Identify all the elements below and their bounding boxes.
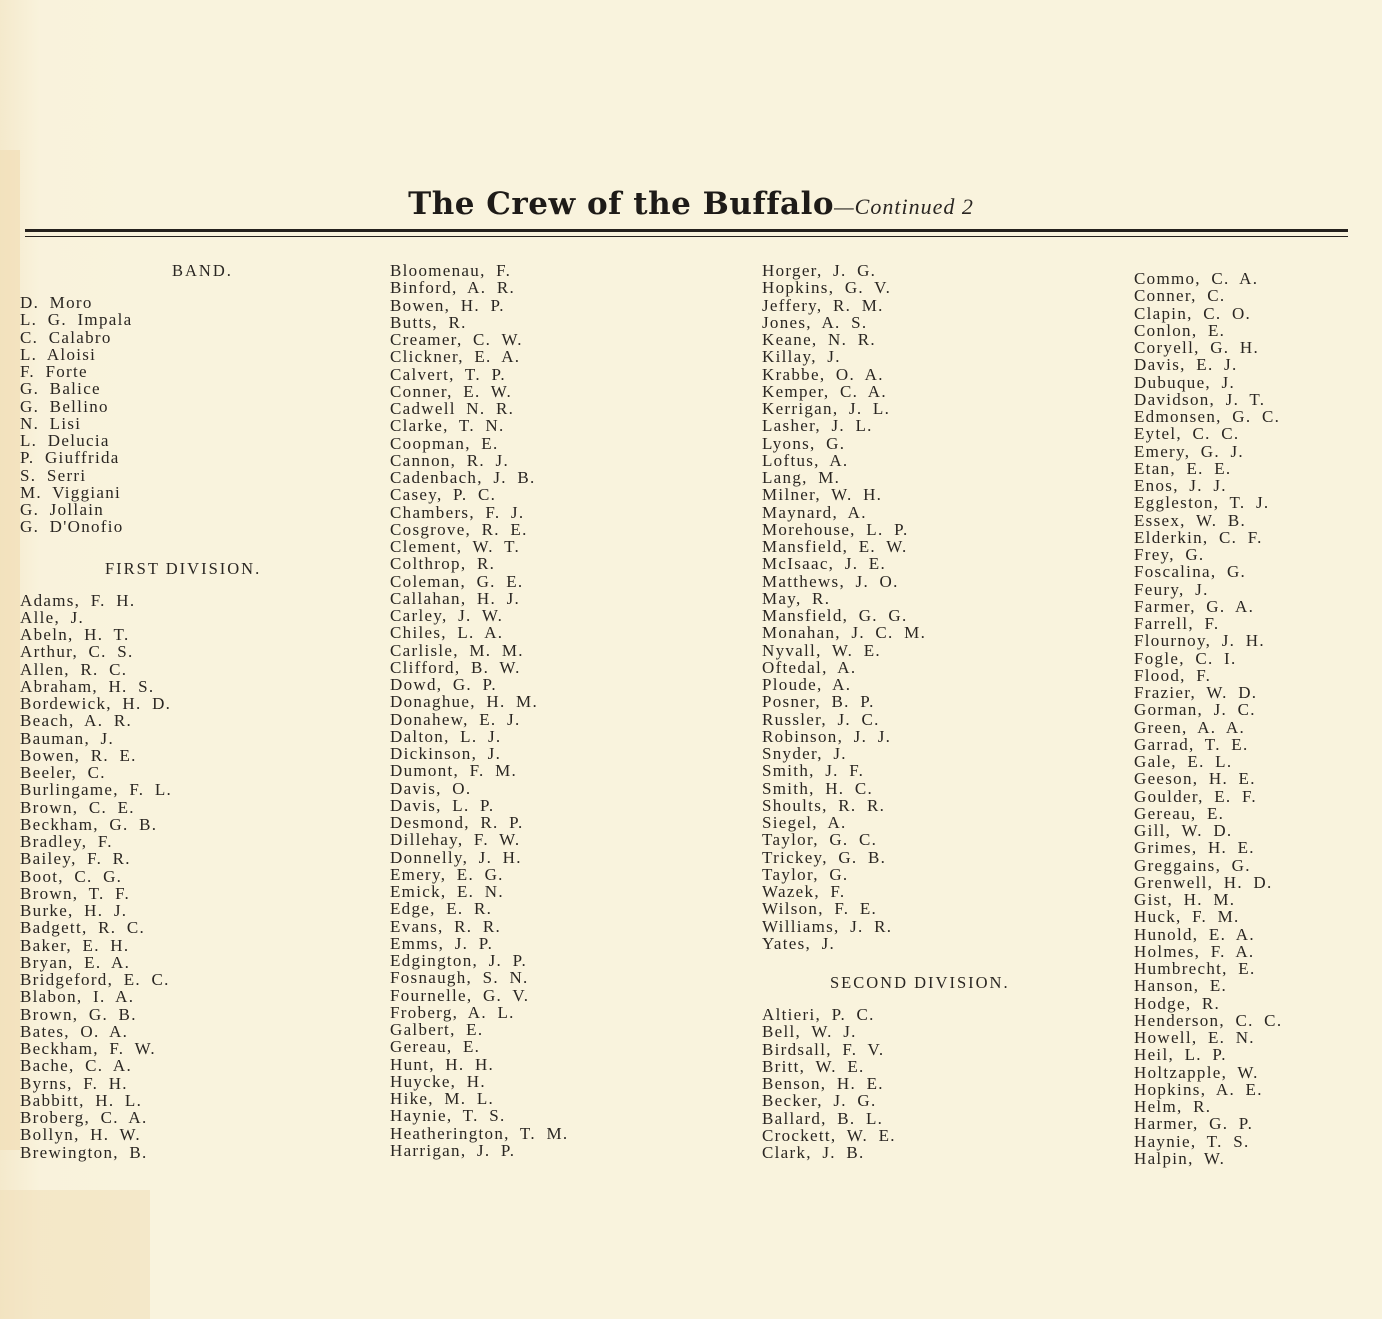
crew-name: F. Forte <box>20 362 88 381</box>
crew-name: Brown, C. E. <box>20 797 135 817</box>
crew-name: Garrad, T. E. <box>1134 734 1249 754</box>
page-stain <box>0 1190 150 1319</box>
crew-name: Cadwell N. R. <box>390 399 515 418</box>
crew-name: Heatherington, T. M. <box>390 1123 569 1143</box>
crew-name: Foscalina, G. <box>1134 562 1247 582</box>
crew-name: Coopman, E. <box>390 433 499 453</box>
crew-name: Bloomenau, F. <box>390 261 512 280</box>
crew-name: Dillehay, F. W. <box>390 830 521 850</box>
crew-name: Casey, P. C. <box>390 485 497 505</box>
crew-name: Nyvall, W. E. <box>762 640 881 660</box>
crew-name: C. Calabro <box>20 327 112 347</box>
band-list <box>20 294 360 536</box>
crew-name: Green, A. A. <box>1134 717 1246 737</box>
crew-name: Fosnaugh, S. N. <box>390 968 529 988</box>
crew-name: Davis, E. J. <box>1134 355 1238 375</box>
crew-name: Brown, G. B. <box>20 1004 137 1024</box>
crew-name: Loftus, A. <box>762 450 849 470</box>
crew-name: Holmes, F. A. <box>1134 941 1255 961</box>
crew-name: Edge, E. R. <box>390 899 493 919</box>
crew-name: Heil, L. P. <box>1134 1045 1227 1065</box>
crew-name: Byrns, F. H. <box>20 1073 128 1093</box>
crew-name: Morehouse, L. P. <box>762 519 909 539</box>
crew-name: Gist, H. M. <box>1134 890 1236 909</box>
crew-name: Eytel, C. C. <box>1134 424 1240 444</box>
crew-name: Bridgeford, E. C. <box>20 970 170 989</box>
crew-name: Edmonsen, G. C. <box>1134 407 1281 426</box>
crew-name: Posner, B. P. <box>762 692 875 712</box>
crew-name: Bailey, F. R. <box>20 849 131 869</box>
crew-name: Greggains, G. <box>1134 855 1251 875</box>
crew-name: Galbert, E. <box>390 1020 484 1039</box>
crew-name: Donahew, E. J. <box>390 709 521 729</box>
crew-name: Butts, R. <box>390 312 467 332</box>
crew-name: Colthrop, R. <box>390 554 496 574</box>
second-division-list-continued <box>1134 270 1382 1167</box>
crew-name: Lang, M. <box>762 468 841 487</box>
crew-name: Davis, L. P. <box>390 795 495 815</box>
crew-name: Clifford, B. W. <box>390 657 521 677</box>
crew-name: Gereau, E. <box>1134 803 1225 823</box>
crew-name: Abraham, H. S. <box>20 676 155 696</box>
crew-name: Essex, W. B. <box>1134 510 1247 530</box>
crew-name: Hike, M. L. <box>390 1089 495 1108</box>
crew-name: Britt, W. E. <box>762 1056 865 1076</box>
crew-name: Kerrigan, J. L. <box>762 399 891 418</box>
crew-name: Burke, H. J. <box>20 901 128 920</box>
crew-name: Siegel, A. <box>762 813 847 832</box>
crew-name: Hopkins, G. V. <box>762 278 892 298</box>
section-heading-first-division: FIRST DIVISION. <box>105 558 262 578</box>
crew-name: Harmer, G. P. <box>1134 1114 1254 1134</box>
crew-name: Hunold, E. A. <box>1134 924 1255 944</box>
crew-name: Clarke, T. N. <box>390 416 505 436</box>
crew-name: Blabon, I. A. <box>20 987 135 1007</box>
crew-name: Arthur, C. S. <box>20 642 134 662</box>
crew-name: Benson, H. E. <box>762 1074 884 1093</box>
crew-name: Ballard, B. L. <box>762 1108 884 1128</box>
crew-name: Cadenbach, J. B. <box>390 468 536 487</box>
crew-name: Matthews, J. O. <box>762 571 899 591</box>
crew-name: Krabbe, O. A. <box>762 364 884 384</box>
crew-name: Gale, E. L. <box>1134 752 1233 771</box>
crew-name: Clement, W. T. <box>390 537 521 556</box>
crew-name: Ploude, A. <box>762 675 852 694</box>
crew-name: Chiles, L. A. <box>390 623 504 643</box>
crew-name: Clickner, E. A. <box>390 347 521 367</box>
crew-name: Maynard, A. <box>762 502 867 522</box>
crew-name: Carlisle, M. M. <box>390 640 524 660</box>
crew-name: Hanson, E. <box>1134 976 1228 996</box>
crew-name: Wazek, F. <box>762 882 846 901</box>
crew-name: Goulder, E. F. <box>1134 786 1257 806</box>
crew-name: Helm, R. <box>1134 1097 1212 1116</box>
crew-name: Desmond, R. P. <box>390 813 524 832</box>
crew-name: Brown, T. F. <box>20 883 131 903</box>
first-division-list-continued <box>762 262 1102 952</box>
crew-name: Cosgrove, R. E. <box>390 519 528 539</box>
crew-name: Calvert, T. P. <box>390 364 506 384</box>
section-heading-band: BAND. <box>172 261 233 280</box>
crew-name: Birdsall, F. V. <box>762 1039 885 1059</box>
crew-name: Monahan, J. C. M. <box>762 623 927 643</box>
crew-name: Davis, O. <box>390 778 472 798</box>
crew-name: Humbrecht, E. <box>1134 959 1256 978</box>
crew-name: May, R. <box>762 588 831 608</box>
crew-name: Farmer, G. A. <box>1134 596 1255 616</box>
crew-name: Binford, A. R. <box>390 278 516 298</box>
crew-name: Fournelle, G. V. <box>390 985 530 1005</box>
crew-name: Altieri, P. C. <box>762 1005 875 1024</box>
page-stain <box>0 150 20 1150</box>
crew-name: Bache, C. A. <box>20 1056 133 1076</box>
crew-name: Williams, J. R. <box>762 916 893 936</box>
crew-name: Hopkins, A. E. <box>1134 1079 1263 1099</box>
crew-name: L. G. Impala <box>20 310 133 330</box>
crew-name: Baker, E. H. <box>20 935 130 955</box>
crew-name: Clapin, C. O. <box>1134 303 1252 323</box>
crew-name: M. Viggiani <box>20 482 122 502</box>
crew-name: G. Bellino <box>20 396 109 416</box>
crew-name: Haynie, T. S. <box>390 1106 506 1126</box>
crew-name: Beckham, F. W. <box>20 1039 156 1058</box>
crew-name: Taylor, G. C. <box>762 830 878 850</box>
crew-name: D. Moro <box>20 293 93 312</box>
crew-name: Coryell, G. H. <box>1134 338 1259 357</box>
crew-name: Dumont, F. M. <box>390 761 518 781</box>
crew-name: G. D'Onofio <box>20 517 124 537</box>
crew-name: Huycke, H. <box>390 1071 486 1091</box>
crew-name: Robinson, J. J. <box>762 726 892 746</box>
crew-name: Davidson, J. T. <box>1134 389 1266 409</box>
crew-name: Shoults, R. R. <box>762 795 886 815</box>
crew-column-3 <box>762 262 1102 1161</box>
crew-name: Frey, G. <box>1134 545 1205 564</box>
crew-name: Smith, H. C. <box>762 778 874 798</box>
crew-name: Cannon, R. J. <box>390 450 509 470</box>
first-division-list-continued <box>390 262 730 1159</box>
crew-name: S. Serri <box>20 465 87 485</box>
title-main: The Crew of the Buffalo <box>408 186 835 222</box>
crew-name: Harrigan, J. P. <box>390 1140 516 1160</box>
crew-name: Bates, O. A. <box>20 1021 129 1041</box>
crew-column-4 <box>1134 270 1382 1167</box>
crew-name: Oftedal, A. <box>762 657 857 677</box>
crew-name: Bell, W. J. <box>762 1022 857 1042</box>
section-heading-second-division: SECOND DIVISION. <box>830 973 1010 992</box>
crew-name: G. Jollain <box>20 500 105 519</box>
crew-name: Jones, A. S. <box>762 312 868 332</box>
crew-column-1 <box>20 262 360 1161</box>
crew-name: Huck, F. M. <box>1134 907 1240 927</box>
crew-name: Conlon, E. <box>1134 320 1226 340</box>
crew-name: Grimes, H. E. <box>1134 838 1255 858</box>
crew-name: Lasher, J. L. <box>762 416 873 436</box>
crew-name: Farrell, F. <box>1134 614 1220 633</box>
crew-name: Enos, J. J. <box>1134 476 1227 495</box>
crew-column-2 <box>390 262 730 1159</box>
crew-name: Grenwell, H. D. <box>1134 872 1273 892</box>
crew-name: Mansfield, G. G. <box>762 606 908 625</box>
crew-name: L. Aloisi <box>20 344 97 364</box>
crew-name: Bryan, E. A. <box>20 952 131 972</box>
crew-name: Lyons, G. <box>762 433 846 453</box>
crew-name: Badgett, R. C. <box>20 918 146 938</box>
crew-name: Babbitt, H. L. <box>20 1090 143 1110</box>
crew-name: Milner, W. H. <box>762 485 883 505</box>
crew-name: Russler, J. C. <box>762 709 880 729</box>
crew-name: Adams, F. H. <box>20 590 136 610</box>
crew-name: Clark, J. B. <box>762 1143 865 1162</box>
crew-name: Horger, J. G. <box>762 261 877 280</box>
crew-name: Gorman, J. C. <box>1134 700 1256 720</box>
crew-name: Kemper, C. A. <box>762 381 887 401</box>
crew-name: Boot, C. G. <box>20 866 123 886</box>
crew-name: G. Balice <box>20 379 101 399</box>
first-division-list <box>20 592 360 1161</box>
crew-name: Henderson, C. C. <box>1134 1010 1283 1030</box>
crew-name: Mansfield, E. W. <box>762 537 908 556</box>
crew-name: Callahan, H. J. <box>390 588 521 608</box>
crew-name: Emms, J. P. <box>390 933 494 953</box>
crew-name: Yates, J. <box>762 933 836 953</box>
crew-name: Frazier, W. D. <box>1134 683 1258 702</box>
crew-name: Gereau, E. <box>390 1037 481 1057</box>
crew-name: Bowen, R. E. <box>20 745 137 765</box>
crew-name: Emick, E. N. <box>390 882 504 901</box>
crew-name: Bollyn, H. W. <box>20 1125 141 1145</box>
crew-name: Chambers, F. J. <box>390 502 525 522</box>
crew-name: Jeffery, R. M. <box>762 295 884 315</box>
crew-name: Evans, R. R. <box>390 916 502 936</box>
title-rule-thick <box>25 229 1348 232</box>
crew-name: Haynie, T. S. <box>1134 1131 1250 1151</box>
title-rule-thin <box>25 236 1348 237</box>
crew-name: Froberg, A. L. <box>390 1002 515 1022</box>
crew-name: Smith, J. F. <box>762 761 865 781</box>
crew-name: Flood, F. <box>1134 665 1212 685</box>
crew-name: Feury, J. <box>1134 579 1209 599</box>
crew-name: Abeln, H. T. <box>20 625 130 644</box>
crew-name: P. Giuffrida <box>20 448 120 468</box>
crew-name: Beach, A. R. <box>20 711 133 731</box>
crew-name: Carley, J. W. <box>390 606 504 625</box>
crew-name: Bauman, J. <box>20 728 115 748</box>
crew-name: Killay, J. <box>762 347 841 367</box>
crew-name: McIsaac, J. E. <box>762 554 887 574</box>
crew-name: Burlingame, F. L. <box>20 780 173 800</box>
crew-name: Conner, E. W. <box>390 381 513 401</box>
crew-name: Donnelly, J. H. <box>390 847 522 867</box>
crew-name: Dowd, G. P. <box>390 675 497 694</box>
crew-name: Fogle, C. I. <box>1134 648 1237 668</box>
crew-name: Eggleston, T. J. <box>1134 493 1270 513</box>
crew-name: Alle, J. <box>20 607 85 627</box>
title-continued: —Continued 2 <box>834 194 974 219</box>
crew-name: Dubuque, J. <box>1134 372 1235 392</box>
crew-name: Holtzapple, W. <box>1134 1062 1259 1082</box>
crew-name: Edgington, J. P. <box>390 951 528 970</box>
crew-name: Dickinson, J. <box>390 744 502 763</box>
crew-name: Geeson, H. E. <box>1134 769 1256 789</box>
crew-name: Conner, C. <box>1134 286 1226 306</box>
crew-name: Coleman, G. E. <box>390 571 524 591</box>
crew-name: Commo, C. A. <box>1134 269 1259 288</box>
crew-name: Bowen, H. P. <box>390 295 505 315</box>
crew-name: Dalton, L. J. <box>390 726 502 746</box>
crew-name: Hodge, R. <box>1134 993 1221 1013</box>
second-division-list <box>762 1006 1102 1161</box>
crew-name: Broberg, C. A. <box>20 1108 148 1127</box>
crew-name: Brewington, B. <box>20 1142 148 1162</box>
crew-name: Halpin, W. <box>1134 1148 1226 1168</box>
crew-name: Taylor, G. <box>762 864 849 884</box>
crew-name: Becker, J. G. <box>762 1091 877 1111</box>
crew-name: Bradley, F. <box>20 832 113 851</box>
crew-name: Crockett, W. E. <box>762 1125 896 1145</box>
crew-name: Elderkin, C. F. <box>1134 527 1263 547</box>
crew-name: Snyder, J. <box>762 744 847 763</box>
crew-name: Beeler, C. <box>20 763 106 782</box>
crew-name: Beckham, G. B. <box>20 814 158 834</box>
crew-name: Gill, W. D. <box>1134 821 1233 840</box>
page-title <box>0 186 1382 222</box>
crew-name: Donaghue, H. M. <box>390 692 539 712</box>
crew-name: Emery, G. J. <box>1134 441 1244 461</box>
crew-name: N. Lisi <box>20 413 82 433</box>
crew-name: Keane, N. R. <box>762 330 876 349</box>
crew-name: Creamer, C. W. <box>390 330 523 349</box>
crew-name: Hunt, H. H. <box>390 1054 495 1074</box>
crew-name: Flournoy, J. H. <box>1134 631 1265 651</box>
crew-name: Etan, E. E. <box>1134 458 1232 478</box>
crew-name: Wilson, F. E. <box>762 899 878 919</box>
crew-name: Emery, E. G. <box>390 864 504 884</box>
crew-name: Bordewick, H. D. <box>20 694 172 713</box>
crew-name: Trickey, G. B. <box>762 847 887 867</box>
crew-name: Allen, R. C. <box>20 659 128 679</box>
crew-name: Howell, E. N. <box>1134 1028 1255 1047</box>
crew-name: L. Delucia <box>20 431 110 450</box>
